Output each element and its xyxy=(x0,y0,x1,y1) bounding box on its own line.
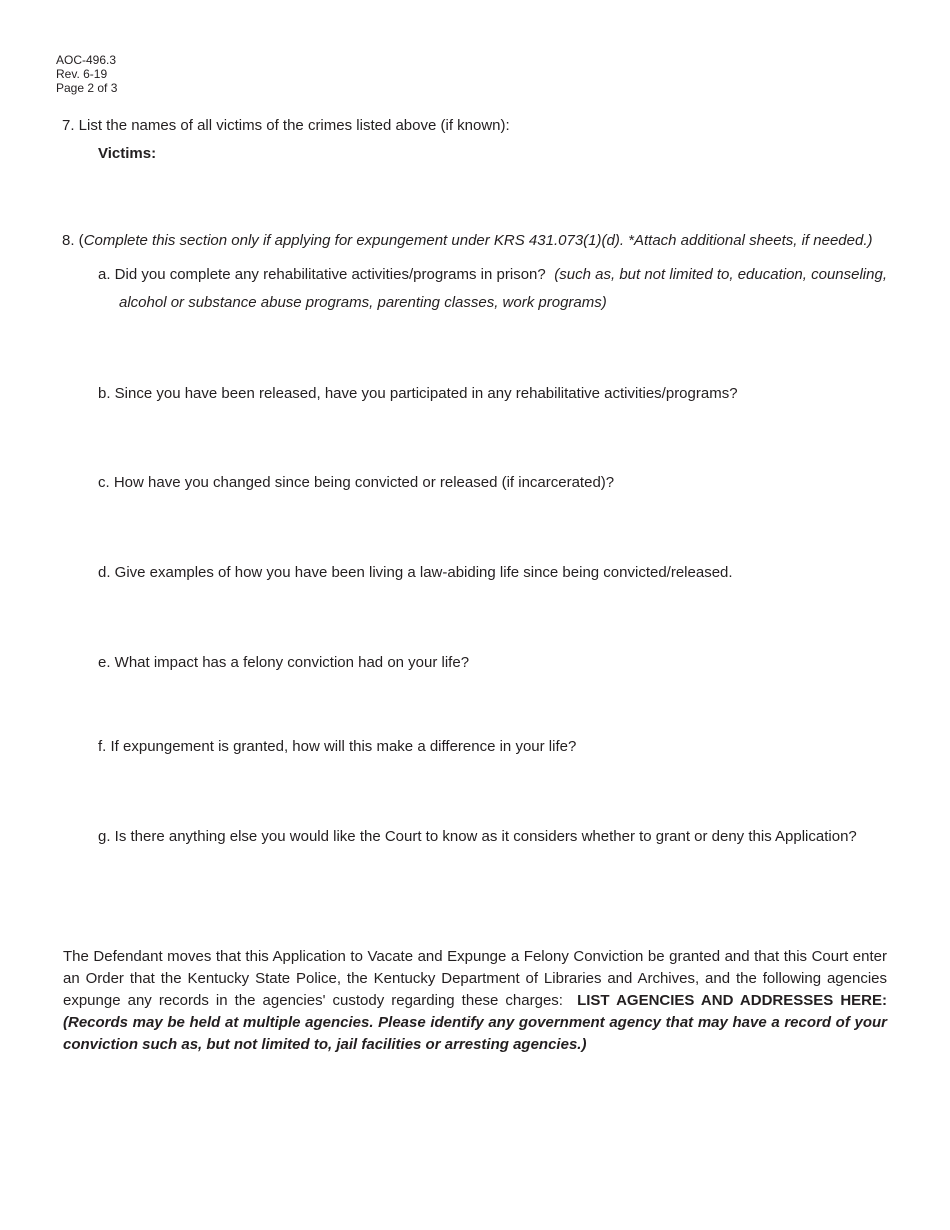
agencies-note: (Records may be held at multiple agencies. Please identify any government agency that may have a record of your conviction such as, but not limited to, jail facilities or arresting agencies.) xyxy=(63,1014,887,1053)
form-number: AOC-496.3 xyxy=(56,53,117,67)
question-8g: g. Is there anything else you would like the Court to know as it considers whether to grant or deny this Application? xyxy=(98,828,857,845)
page-number: Page 2 of 3 xyxy=(56,81,118,95)
question-8b: b. Since you have been released, have you participated in any rehabilitative activities/programs? xyxy=(98,385,738,402)
victims-label: Victims: xyxy=(98,145,157,162)
agencies-heading: LIST AGENCIES AND ADDRESSES HERE: xyxy=(577,992,887,1009)
motion-body: The Defendant moves that this Application to Vacate and Expunge a Felony Conviction be granted and that this Court enter an Order that the Kentucky State Police, the Kentucky Department of Libraries and Archives, and the following agencies expunge any records in the agencies' custody regarding these charges: xyxy=(63,948,887,1009)
question-8a-hint-continued: alcohol or substance abuse programs, parenting classes, work programs) xyxy=(119,294,607,311)
question-8e: e. What impact has a felony conviction had on your life? xyxy=(98,654,470,671)
question-8a-hint: (such as, but not limited to, education, counseling, xyxy=(554,266,887,283)
question-7: 7. List the names of all victims of the crimes listed above (if known): xyxy=(62,117,510,134)
question-8a-text: a. Did you complete any rehabilitative activities/programs in prison? xyxy=(98,266,546,283)
question-8a xyxy=(98,266,887,284)
question-8d: d. Give examples of how you have been living a law-abiding life since being convicted/released. xyxy=(98,564,733,581)
question-8f: f. If expungement is granted, how will this make a difference in your life? xyxy=(98,738,577,755)
question-8-instruction xyxy=(62,232,872,250)
question-8-number: 8. ( xyxy=(62,232,84,249)
question-8c: c. How have you changed since being convicted or released (if incarcerated)? xyxy=(98,474,615,491)
motion-paragraph xyxy=(63,946,887,1056)
question-8-instruction-text: Complete this section only if applying for expungement under KRS 431.073(1)(d). *Attach additional sheets, if needed.) xyxy=(83,232,873,249)
revision-label: Rev. 6-19 xyxy=(56,67,108,81)
